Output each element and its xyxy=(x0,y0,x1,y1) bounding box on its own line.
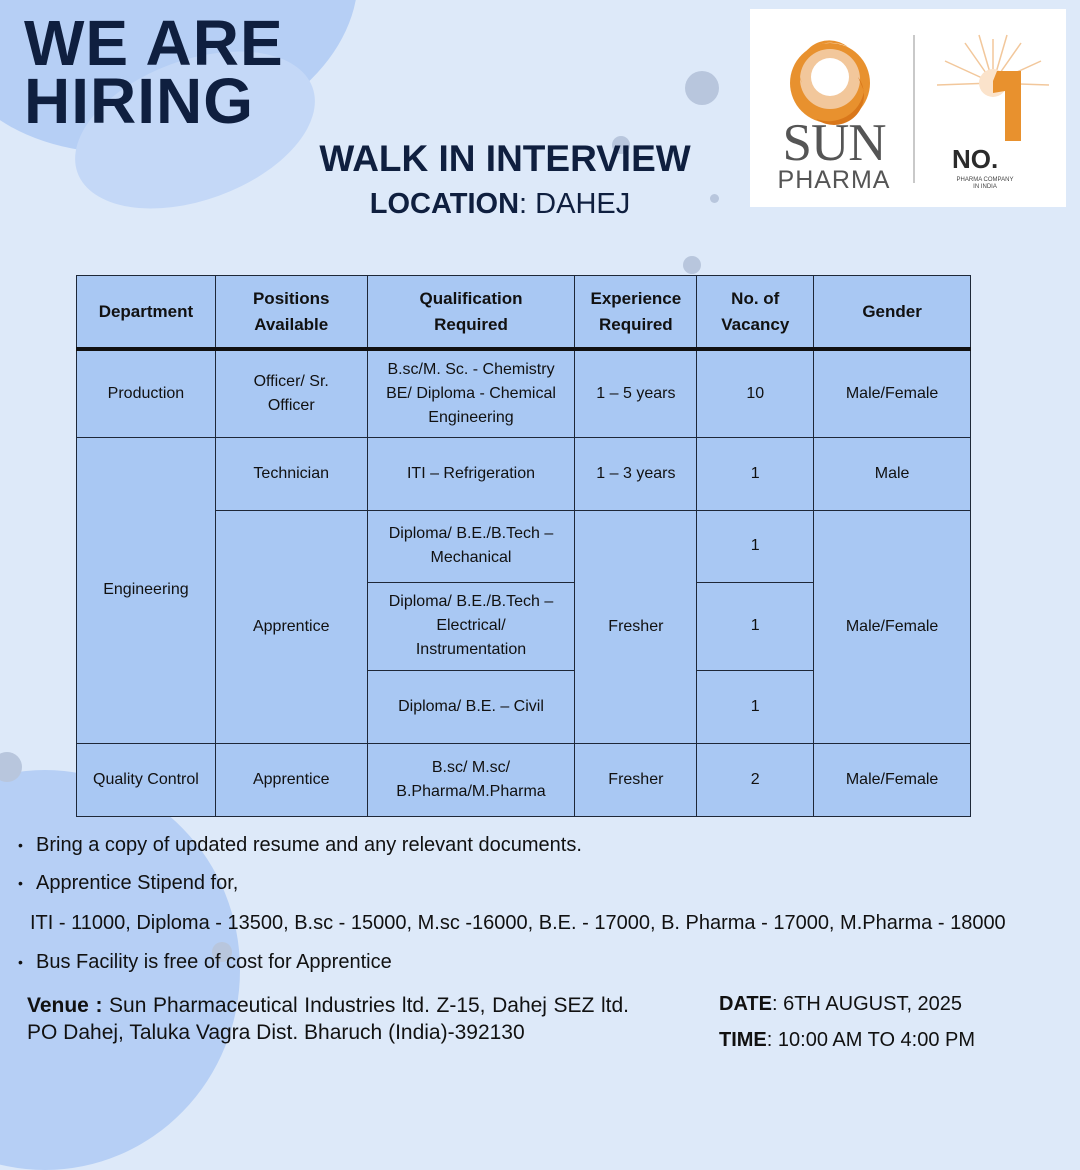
logo-badge-number xyxy=(751,10,752,11)
header-experience xyxy=(575,276,697,350)
cell-qualification-line1: B.sc/ M.sc/ xyxy=(431,758,511,776)
cell-position: Apprentice xyxy=(215,510,367,743)
cell-qualification-line3: Engineering xyxy=(428,408,514,426)
cell-qualification-line1: B.sc/M. Sc. - Chemistry xyxy=(387,360,555,378)
company-logo-card xyxy=(750,9,1066,207)
cell-qualification: Diploma/ B.E. – Civil xyxy=(367,670,575,743)
cell-department: Production xyxy=(77,349,216,437)
cell-qualification-line3: Instrumentation xyxy=(415,641,527,658)
cell-position-line2: Officer xyxy=(267,396,315,414)
header-qualification-line1: Qualification xyxy=(419,288,523,308)
cell-qualification: ITI – Refrigeration xyxy=(367,437,575,510)
table-row-engineering-technician xyxy=(77,437,971,510)
cell-vacancy: 1 xyxy=(697,437,814,510)
logo-badge-caption xyxy=(930,177,1040,191)
cell-gender: Male/Female xyxy=(814,349,971,437)
cell-qualification xyxy=(367,582,575,670)
time-label: TIME xyxy=(719,1029,767,1051)
cell-qualification-line2: B.Pharma/M.Pharma xyxy=(396,782,546,800)
header-vacancy-line2: Vacancy xyxy=(721,314,790,334)
cell-position: Apprentice xyxy=(215,743,367,816)
hiring-headline xyxy=(24,7,284,137)
cell-qualification xyxy=(367,510,575,582)
cell-gender: Male/Female xyxy=(814,743,971,816)
cell-experience: 1 – 5 years xyxy=(575,349,697,437)
header-gender: Gender xyxy=(814,276,971,350)
cell-experience: Fresher xyxy=(575,743,697,816)
cell-qualification-line2: Electrical/ xyxy=(436,617,506,634)
cell-qualification-line2: Mechanical xyxy=(430,549,512,566)
cell-position xyxy=(215,349,367,437)
logo-caption-line2: IN INDIA xyxy=(973,184,997,190)
logo-caption-line1: PHARMA COMPANY xyxy=(956,177,1014,183)
cell-vacancy: 10 xyxy=(697,349,814,437)
header-qualification xyxy=(367,276,575,350)
cell-vacancy: 2 xyxy=(697,743,814,816)
cell-qualification-line2: BE/ Diploma - Chemical xyxy=(386,384,556,402)
note-resume: • Bring a copy of updated resume and any relevant documents. xyxy=(18,830,582,868)
walk-in-title: WALK IN INTERVIEW xyxy=(319,138,691,179)
interview-time xyxy=(719,1029,975,1052)
logo-divider xyxy=(913,35,915,183)
bus-note-list xyxy=(18,948,392,976)
cell-department: Engineering xyxy=(77,437,216,743)
time-value: : 10:00 AM TO 4:00 PM xyxy=(766,1029,976,1051)
cell-gender: Male/Female xyxy=(814,510,971,743)
note-stipend-intro: • Apprentice Stipend for, xyxy=(18,868,582,906)
cell-position: Technician xyxy=(215,437,367,510)
cell-department: Quality Control xyxy=(77,743,216,816)
logo-brand-sun: SUN xyxy=(782,114,886,172)
headline-line1: WE ARE xyxy=(24,7,284,79)
cell-position-line1: Officer/ Sr. xyxy=(253,372,329,390)
header-positions-line1: Positions xyxy=(252,288,330,308)
decor-dot xyxy=(685,71,719,105)
header-experience-line1: Experience xyxy=(590,288,682,308)
header-department: Department xyxy=(77,276,216,350)
headline-line2: HIRING xyxy=(24,65,254,137)
date-value: : 6TH AUGUST, 2025 xyxy=(771,993,963,1015)
cell-qualification xyxy=(367,743,575,816)
header-vacancy xyxy=(697,276,814,350)
cell-qualification-line1: Diploma/ B.E./B.Tech – xyxy=(388,593,554,610)
stipend-details: ITI - 11000, Diploma - 13500, B.sc - 15000, M.sc -16000, B.E. - 17000, B. Pharma - 17000, M.Pharma - 18000 xyxy=(30,912,1006,934)
header-experience-line2: Required xyxy=(599,314,673,334)
table-row-quality-control xyxy=(77,743,971,816)
cell-qualification-line1: Diploma/ B.E./B.Tech – xyxy=(388,525,554,542)
logo-badge-no: NO. xyxy=(952,144,999,174)
vacancy-table xyxy=(76,275,971,817)
location-value: : DAHEJ xyxy=(519,188,631,220)
cell-experience: 1 – 3 years xyxy=(575,437,697,510)
header-positions-line2: Available xyxy=(254,314,329,334)
header-qualification-line2: Required xyxy=(434,314,508,334)
decor-dot xyxy=(683,256,701,274)
venue-label: Venue : xyxy=(27,994,103,1017)
header-vacancy-line1: No. of xyxy=(731,288,780,308)
date-label: DATE xyxy=(719,993,772,1015)
cell-vacancy: 1 xyxy=(697,670,814,743)
cell-gender: Male xyxy=(814,437,971,510)
table-header-row xyxy=(77,276,971,350)
table-row-production xyxy=(77,349,971,437)
venue-text: Sun Pharmaceutical Industries ltd. Z-15, Dahej SEZ ltd. PO Dahej, Taluka Vagra Dist. Bharuch (India)-392130 xyxy=(27,994,629,1044)
cell-vacancy: 1 xyxy=(697,582,814,670)
venue-address xyxy=(27,992,629,1046)
cell-experience: Fresher xyxy=(575,510,697,743)
cell-vacancy: 1 xyxy=(697,510,814,582)
cell-qualification xyxy=(367,349,575,437)
location-label: LOCATION xyxy=(369,188,520,220)
note-bus: • Bus Facility is free of cost for Apprentice xyxy=(18,948,392,976)
logo-brand-pharma: PHARMA xyxy=(777,166,891,194)
interview-date xyxy=(719,993,962,1016)
sunburst-icon xyxy=(925,31,1065,141)
header-positions xyxy=(215,276,367,350)
instructions-list xyxy=(18,830,582,906)
